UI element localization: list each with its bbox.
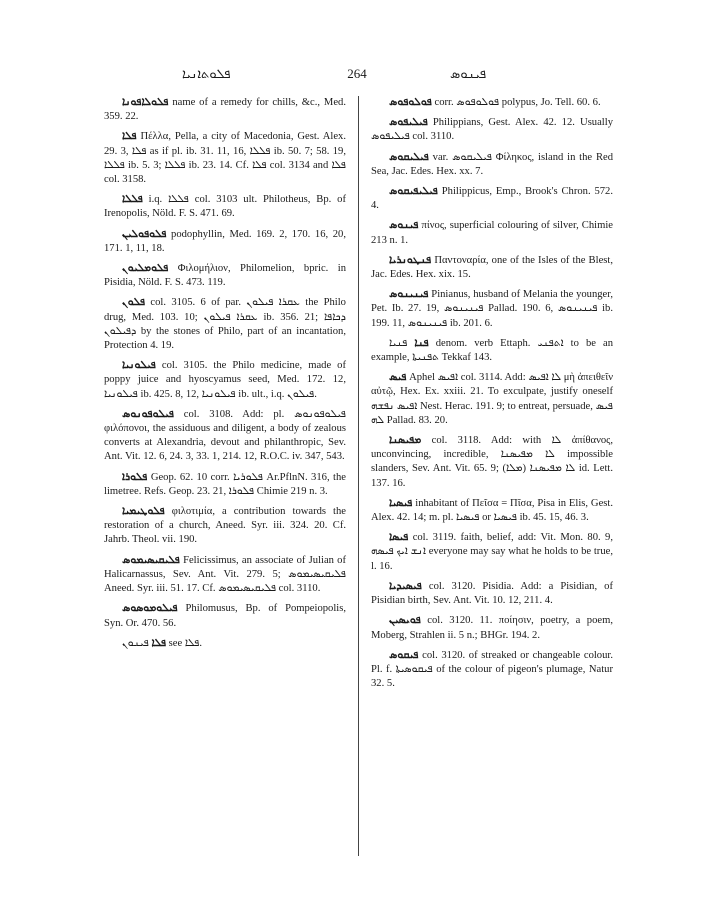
page-header bbox=[0, 66, 714, 86]
dictionary-entry bbox=[371, 254, 613, 282]
dictionary-entry bbox=[371, 116, 613, 144]
entry-text: col. 3120. of streaked or changeable colour. Pl. f. ܦܝܩܘܣܝܬܐ of the colour of pigeon's plumage, Natur 32. 5. bbox=[371, 649, 613, 690]
entry-text: Φιλομήλιον, Philomelion, bpric. in Pisidia, Nöld. F. S. 473. 119. bbox=[104, 263, 346, 289]
entry-text: col. 3118. Add: with ܠܐ ἀπίθανος, unconvincing, incredible, ܠܐ ܡܦܝܣܢܐ impossible slanders, Sev. Ant. Vit. 65. 9; ܠܐ ܡܦܝܣܢܐ (ܡܠܐ) id. Lett. 137. 16. bbox=[371, 435, 613, 489]
entry-headword: ܦܘܠܘܦܘܣ bbox=[389, 97, 432, 108]
entry-headword: ܦܠܐ bbox=[122, 131, 137, 143]
column-divider bbox=[358, 96, 359, 856]
entry-text: col. 3105. the Philo medicine, made of poppy juice and hyoscyamus seed, Med. 172. 12, ܦܝܠܘܢܝܐ ib. 425. 8, 12, ܦܝܠܘܢܝܐ ib. ult., i.q. ܦܝܠܘܢ. bbox=[104, 360, 347, 400]
entry-headword: ܦܝܢܘܣ bbox=[389, 220, 419, 232]
entry-text: col. 3120. Pisidia. Add: a Pisidian, of Pisidian birth, Sev. Ant. Vit. 10. 12, 211. 4. bbox=[371, 580, 613, 607]
entry-headword: ܦܝܩܘܣ bbox=[389, 649, 419, 661]
entry-text: col. 3108. Add: pl. ܦܝܠܘܦܘܢܘܣ φιλόπονοι, the assiduous and diligent, a body of zealous converts at Alexandria, devout and philanthropic, Sev. Ant. Vit. 12. 6, 24. 3, 33. 1, 214. 12, R.O.C. iv. 347, 543. bbox=[104, 408, 346, 463]
running-head-left: ܦܠܘܬܐܢܝܐ bbox=[182, 66, 231, 81]
entry-headword: ܦܠܘܪܐ bbox=[122, 471, 148, 483]
entry-headword: ܡܦܝܣܢܐ bbox=[389, 435, 422, 447]
dictionary-entry bbox=[104, 359, 346, 402]
dictionary-entry bbox=[104, 228, 346, 256]
dictionary-entry bbox=[371, 288, 613, 331]
entry-headword: ܦܝܢܝܢܘܣ bbox=[389, 289, 429, 301]
dictionary-entry bbox=[371, 434, 613, 491]
entry-headword: ܦܠܘܠܐܦܘܢܐ bbox=[122, 97, 169, 108]
entry-headword: ܦܝܣܝܕܝܐ bbox=[389, 580, 422, 592]
entry-headword: ܦܝܣܐ bbox=[389, 532, 409, 544]
dictionary-entry bbox=[371, 337, 613, 365]
entry-text: i.q. ܦܠܠܐ col. 3103 ult. Philotheus, Bp. of Irenopolis, Nöld. F. S. 471. 69. bbox=[104, 194, 346, 220]
entry-text: corr. ܦܘܠܘܦܘܣ polypus, Jo. Tell. 60. 6. bbox=[434, 97, 601, 108]
entry-text: ܦܢܝܐ denom. verb Ettaph. ܐܬܦܢܝ to be an example, ܬܦܢܝܬܐ Tekkaf 143. bbox=[371, 337, 614, 364]
dictionary-entry bbox=[104, 130, 346, 187]
entry-headword: ܦܠܘܛܝܡܝܐ bbox=[122, 506, 165, 518]
entry-text: podophyllin, Med. 169. 2, 170. 16, 20, 171. 1, 11, 18. bbox=[104, 228, 346, 254]
dictionary-entry bbox=[371, 371, 613, 428]
entry-headword: ܦܠܘܡܠܝܘܢ bbox=[122, 263, 169, 275]
dictionary-entry bbox=[104, 408, 346, 465]
entry-headword: ܦܝܣܝܐ bbox=[389, 497, 413, 509]
dictionary-entry bbox=[371, 185, 613, 213]
entry-text: var. ܦܝܠܝܩܘܣ Φίληκος, island in the Red Sea, Jac. Edes. Hex. xx. 7. bbox=[371, 151, 614, 177]
entry-headword: ܦܠܠܐ bbox=[122, 194, 143, 206]
entry-headword: ܦܠܝܩܝܣܝܡܘܣ bbox=[122, 554, 180, 566]
entry-text: col. 3105. 6 of par. ܥܩܪܐ ܦܝܠܘܢ the Philo drug, Med. 103. 10; ܥܩܪܐ ܦܝܠܘܢ ib. 356. 21; ܕܟܐܦܐ ܕܦܝܠܘܢ by the stones of Philo, part of an incantation, Protection 4. 19. bbox=[104, 297, 346, 352]
entry-headword: ܦܝܠܘܦܘܢܘܣ bbox=[122, 408, 174, 420]
entry-headword: ܦܝܠܝܩܘܣ bbox=[389, 151, 429, 163]
dictionary-entry bbox=[371, 531, 613, 574]
dictionary-entry bbox=[371, 96, 613, 110]
entry-text: Philippians, Gest. Alex. 42. 12. Usually ܦܝܠܝܦܘܣ col. 3110. bbox=[371, 117, 613, 143]
dictionary-entry bbox=[371, 614, 613, 642]
entry-headword: ܦܝܠܘܢܝܐ bbox=[122, 360, 156, 372]
entry-text: col. 3120. 11. ποίησιν, poetry, a poem, Moberg, Strahlen ii. 5 n.; BHGr. 194. 2. bbox=[371, 615, 613, 641]
dictionary-entry bbox=[104, 505, 346, 548]
running-head-right: ܦܝܢܘܣ bbox=[450, 66, 487, 81]
entry-text: πίνος, superficial colouring of silver, Chimie 213 n. 1. bbox=[371, 220, 613, 246]
dictionary-entry bbox=[104, 602, 346, 630]
entry-headword: ܦܠܘܢ bbox=[122, 297, 146, 309]
dictionary-entry bbox=[104, 637, 346, 651]
entry-text: Philippicus, Emp., Brook's Chron. 572. 4. bbox=[371, 186, 613, 212]
entry-text: Geop. 62. 10 corr. ܦܠܘܪܝܐ Ar.PflnN. 316, the limetree. Refs. Geop. 23. 21, ܦܠܘܪܐ Chimie 219 n. 3. bbox=[104, 471, 346, 497]
entry-headword: ܦܝܠܝܦܘܣ bbox=[389, 117, 428, 129]
entry-headword: ܦܝܠܝܦܝܩܘܣ bbox=[389, 186, 438, 198]
dictionary-entry bbox=[104, 296, 346, 353]
dictionary-entry bbox=[371, 219, 613, 247]
entry-text: inhabitant of Πεῖσα = Πῖσα, Pisa in Elis, Gest. Alex. 42. 14; m. pl. ܦܝܣܝܐ or ܦܝܣܝܐ ib. 45. 15, 46. 3. bbox=[371, 497, 613, 524]
entry-text: Παντοναρία, one of the Isles of the Blest, Jac. Edes. Hex. xix. 15. bbox=[371, 254, 613, 281]
entry-headword: ܦܝܠܘܡܘܣܘܣ bbox=[122, 603, 178, 615]
entry-text: name of a remedy for chills, &c., Med. 359. 22. bbox=[104, 97, 346, 123]
entry-text: φιλοτιμία, a contribution towards the restoration of a church, Aneed. Syr. iii. 324. 20. Cf. Jahrb. Theol. vii. 190. bbox=[104, 506, 346, 546]
entry-headword: ܦܢܐ bbox=[414, 337, 429, 349]
page-number: 264 bbox=[347, 66, 367, 81]
entry-text: Philomusus, Bp. of Pompeiopolis, Syn. Or. 470. 56. bbox=[104, 603, 346, 629]
entry-headword: ܦܘܝܣܝܢ bbox=[389, 615, 421, 627]
left-column bbox=[104, 96, 346, 657]
dictionary-entry bbox=[371, 649, 613, 692]
dictionary-entry bbox=[104, 554, 346, 597]
dictionary-entry bbox=[371, 580, 613, 608]
entry-headword: ܦܠܘܦܘܠܝܢ bbox=[122, 228, 167, 240]
entry-text: ܦܝܢܘܢ see ܦܠܐ. bbox=[122, 637, 203, 649]
entry-headword: ܦܝܣ bbox=[389, 372, 407, 384]
entry-text: Πέλλα, Pella, a city of Macedonia, Gest. Alex. 29. 3, ܦܠܐ as if pl. ib. 31. 11, 16, ܦܠܠܐ ib. 50. 7; 58. 19, ܦܠܠܐ ib. 5. 3; ܦܠܠܐ ib. 23. 14. Cf. ܦܠܐ col. 3134 and ܦܠܐ col. 3158. bbox=[104, 131, 347, 186]
dictionary-entry bbox=[104, 262, 346, 290]
entry-text: Pinianus, husband of Melania the younger, Pet. Ib. 27. 19, ܦܝܢܝܢܘܣ Pallad. 190. 6, ܦܝܢܝܢܘܣ ib. 199. 11, ܦܝܢܝܢܘܣ ib. 201. 6. bbox=[371, 289, 614, 329]
dictionary-entry bbox=[104, 193, 346, 221]
dictionary-entry bbox=[371, 151, 613, 179]
entry-headword: ܦܢܛܘܢܪܝܐ bbox=[389, 254, 432, 266]
right-column bbox=[371, 96, 613, 697]
entry-text: col. 3119. faith, belief, add: Vit. Mon. 80. 9, ܐܢܫ ܐܝܟ ܦܝܣܗ everyone may say what he holds to be true, l. 16. bbox=[371, 532, 613, 572]
entry-text: Felicissimus, an associate of Julian of Halicarnassus, Sev. Ant. Vit. 279. 5; ܦܠܝܩܝܣܝܡܘܣ Aneed. Syr. iii. 51. 17. Cf. ܦܠܝܩܝܣܝܡܘܣ col. 3110. bbox=[104, 554, 346, 595]
dictionary-entry bbox=[104, 471, 346, 499]
dictionary-entry bbox=[371, 497, 613, 525]
entry-text: Aphel ܐܦܝܣ col. 3114. Add: ܠܐ ܐܦܝܣ μὴ ἀπειθεῖν αὐτῷ, Hex. Ex. xxiii. 21. To exculpate, justify oneself ܐܦܝܣ ܢܦܫܗ Nest. Heraс. 191. 9; to entreat, persuade, ܦܝܣ ܠܗ Pallad. 83. 20. bbox=[371, 372, 614, 426]
entry-headword: ܦܠܐ bbox=[151, 637, 167, 649]
dictionary-entry bbox=[104, 96, 346, 124]
